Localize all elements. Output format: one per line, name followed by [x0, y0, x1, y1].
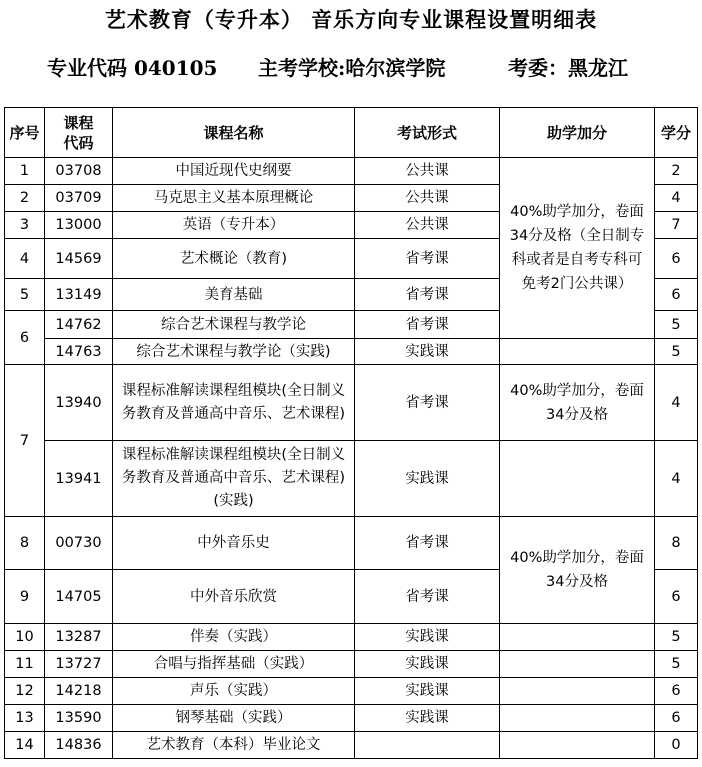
row-credit: 6 [655, 678, 698, 705]
row-exam: 公共课 [355, 185, 500, 212]
row-no: 13 [5, 705, 45, 732]
row-credit: 8 [655, 517, 698, 570]
table-row [5, 705, 698, 732]
table-row [5, 678, 698, 705]
row-exam: 实践课 [355, 624, 500, 651]
row-credit: 6 [655, 239, 698, 279]
row-code: 03708 [45, 158, 113, 185]
major-code: 专业代码 040105 [47, 56, 218, 80]
row-no: 12 [5, 678, 45, 705]
row-code: 13590 [45, 705, 113, 732]
row-exam: 省考课 [355, 570, 500, 624]
row-name: 声乐（实践） [113, 678, 355, 705]
row-bonus-empty [500, 339, 655, 365]
bonus-note-public: 40%助学加分，卷面34分及格（全日制专科或者是自考专科可免考2门公共课） [500, 158, 655, 339]
header-no: 序号 [5, 108, 45, 158]
header-name: 课程名称 [113, 108, 355, 158]
row-name: 综合艺术课程与教学论（实践) [113, 339, 355, 365]
row-no: 14 [5, 732, 45, 759]
row-exam: 省考课 [355, 365, 500, 441]
row-bonus-empty [500, 624, 655, 651]
row-name: 伴奏（实践） [113, 624, 355, 651]
bonus-note-music: 40%助学加分，卷面34分及格 [500, 517, 655, 624]
row-code: 03709 [45, 185, 113, 212]
row-no: 2 [5, 185, 45, 212]
row-code: 13727 [45, 651, 113, 678]
row-code: 13287 [45, 624, 113, 651]
row-credit: 6 [655, 279, 698, 311]
table-row [5, 441, 698, 517]
table-row [5, 158, 698, 185]
table-row [5, 732, 698, 759]
row-name: 综合艺术课程与教学论 [113, 311, 355, 339]
row-name: 钢琴基础（实践） [113, 705, 355, 732]
row-code: 14218 [45, 678, 113, 705]
bonus-note-standard: 40%助学加分，卷面34分及格 [500, 365, 655, 441]
table-row [5, 624, 698, 651]
exam-school: 主考学校:哈尔滨学院 [258, 56, 446, 80]
row-exam: 实践课 [355, 339, 500, 365]
row-code: 14705 [45, 570, 113, 624]
header-exam: 考试形式 [355, 108, 500, 158]
row-credit: 4 [655, 185, 698, 212]
header-credit: 学分 [655, 108, 698, 158]
header-bonus: 助学加分 [500, 108, 655, 158]
row-credit: 6 [655, 705, 698, 732]
exam-board: 考委：黑龙江 [508, 56, 628, 80]
table-row [5, 517, 698, 570]
row-exam [355, 732, 500, 759]
row-credit: 2 [655, 158, 698, 185]
row-credit: 5 [655, 311, 698, 339]
row-code: 13000 [45, 212, 113, 239]
header-code: 课程代码 [45, 108, 113, 158]
subtitle-bar [0, 52, 702, 82]
table-row [5, 339, 698, 365]
row-exam: 省考课 [355, 517, 500, 570]
course-table [4, 107, 698, 759]
row-bonus-empty [500, 732, 655, 759]
row-name: 马克思主义基本原理概论 [113, 185, 355, 212]
row-no: 6 [5, 311, 45, 365]
row-exam: 公共课 [355, 212, 500, 239]
row-code: 00730 [45, 517, 113, 570]
row-name: 课程标准解读课程组模块(全日制义务教育及普通高中音乐、艺术课程)(实践) [113, 441, 355, 517]
row-name: 中外音乐史 [113, 517, 355, 570]
row-no: 4 [5, 239, 45, 279]
table-row [5, 365, 698, 441]
row-credit: 5 [655, 651, 698, 678]
row-exam: 省考课 [355, 279, 500, 311]
row-no: 5 [5, 279, 45, 311]
row-bonus-empty [500, 651, 655, 678]
row-name: 艺术概论（教育) [113, 239, 355, 279]
table-row [5, 651, 698, 678]
row-code: 13940 [45, 365, 113, 441]
row-exam: 实践课 [355, 678, 500, 705]
row-no: 1 [5, 158, 45, 185]
row-name: 美育基础 [113, 279, 355, 311]
row-no: 8 [5, 517, 45, 570]
row-no: 7 [5, 365, 45, 517]
row-no: 3 [5, 212, 45, 239]
row-exam: 实践课 [355, 651, 500, 678]
header-row [5, 108, 698, 158]
row-exam: 省考课 [355, 239, 500, 279]
row-code: 14569 [45, 239, 113, 279]
row-name: 英语（专升本） [113, 212, 355, 239]
row-name: 中国近现代史纲要 [113, 158, 355, 185]
row-name: 中外音乐欣赏 [113, 570, 355, 624]
row-exam: 公共课 [355, 158, 500, 185]
row-credit: 5 [655, 339, 698, 365]
row-credit: 4 [655, 365, 698, 441]
row-code: 14763 [45, 339, 113, 365]
row-name: 课程标准解读课程组模块(全日制义务教育及普通高中音乐、艺术课程) [113, 365, 355, 441]
page-title: 艺术教育（专升本） 音乐方向专业课程设置明细表 [104, 7, 598, 32]
row-exam: 实践课 [355, 441, 500, 517]
row-credit: 5 [655, 624, 698, 651]
row-name: 艺术教育（本科）毕业论文 [113, 732, 355, 759]
row-no: 9 [5, 570, 45, 624]
row-bonus-empty [500, 678, 655, 705]
row-bonus-empty [500, 705, 655, 732]
row-code: 13149 [45, 279, 113, 311]
row-no: 11 [5, 651, 45, 678]
row-code: 14836 [45, 732, 113, 759]
row-code: 13941 [45, 441, 113, 517]
row-no: 10 [5, 624, 45, 651]
row-code: 14762 [45, 311, 113, 339]
row-name: 合唱与指挥基础（实践） [113, 651, 355, 678]
row-bonus-empty [500, 441, 655, 517]
row-exam: 实践课 [355, 705, 500, 732]
row-exam: 省考课 [355, 311, 500, 339]
row-credit: 0 [655, 732, 698, 759]
row-credit: 4 [655, 441, 698, 517]
row-credit: 7 [655, 212, 698, 239]
row-credit: 6 [655, 570, 698, 624]
